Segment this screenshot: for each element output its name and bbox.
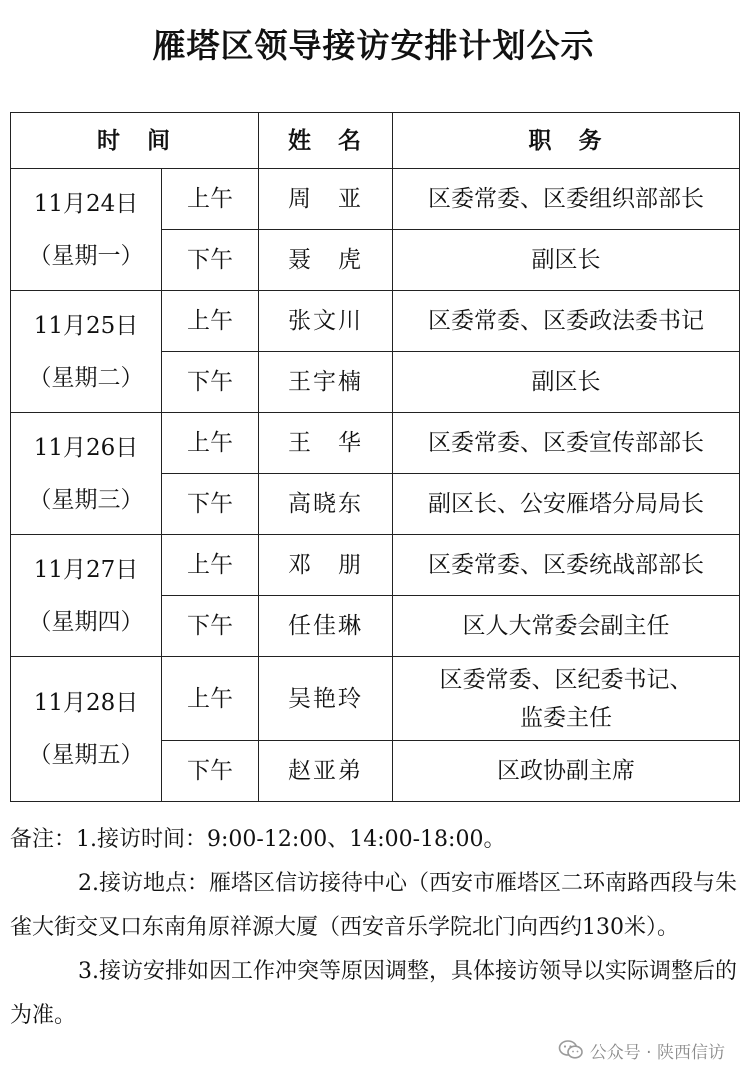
date-cell xyxy=(11,657,162,802)
watermark xyxy=(558,1036,725,1064)
date-label: 11月27日 xyxy=(33,556,139,583)
leader-name: 周 亚 xyxy=(259,169,393,230)
leader-position-line: 区委常委、区纪委书记、 xyxy=(439,666,693,693)
leader-position: 区委常委、区委组织部部长 xyxy=(393,169,740,230)
leader-position-line: 监委主任 xyxy=(520,704,612,731)
leader-name: 王宇楠 xyxy=(259,352,393,413)
date-label: 11月28日 xyxy=(33,690,139,716)
leader-position: 区委常委、区委统战部部长 xyxy=(393,535,740,596)
leader-position: 区政协副主席 xyxy=(393,741,740,802)
date-label: 11月24日 xyxy=(33,190,139,217)
note-time: 备注：1.接访时间：9:00-12:00、14:00-18:00。 xyxy=(10,827,506,852)
leader-name: 赵亚弟 xyxy=(259,741,393,802)
header-position: 职 务 xyxy=(393,113,740,169)
table-row xyxy=(11,413,740,474)
period-cell: 上午 xyxy=(162,413,259,474)
weekday-label: （星期二） xyxy=(28,364,144,391)
schedule-table xyxy=(10,112,740,802)
period-cell: 下午 xyxy=(162,474,259,535)
date-cell xyxy=(11,169,162,291)
leader-position: 副区长、公安雁塔分局局长 xyxy=(393,474,740,535)
period-cell: 上午 xyxy=(162,291,259,352)
notes-section xyxy=(10,818,742,1038)
note-adjustment: 3.接访安排如因工作冲突等原因调整，具体接访领导以实际调整后的为准。 xyxy=(10,959,737,1028)
table-row xyxy=(11,535,740,596)
leader-position: 区委常委、区委政法委书记 xyxy=(393,291,740,352)
leader-position: 副区长 xyxy=(393,230,740,291)
leader-position: 区委常委、区委宣传部部长 xyxy=(393,413,740,474)
leader-name: 聂 虎 xyxy=(259,230,393,291)
header-time: 时 间 xyxy=(11,113,259,169)
weekday-label: （星期五） xyxy=(28,742,144,768)
date-cell xyxy=(11,291,162,413)
date-cell xyxy=(11,413,162,535)
period-cell: 下午 xyxy=(162,741,259,802)
period-cell: 上午 xyxy=(162,535,259,596)
header-name: 姓 名 xyxy=(259,113,393,169)
period-cell: 上午 xyxy=(162,657,259,741)
weekday-label: （星期一） xyxy=(28,242,144,269)
date-label: 11月25日 xyxy=(33,312,139,339)
period-cell: 下午 xyxy=(162,352,259,413)
leader-name: 张文川 xyxy=(259,291,393,352)
table-header-row xyxy=(11,113,740,169)
note-location: 2.接访地点：雁塔区信访接待中心（西安市雁塔区二环南路西段与朱雀大街交叉口东南角原祥源大厦（西安音乐学院北门向西约130米）。 xyxy=(10,871,737,940)
watermark-text: 公众号 · 陕西信访 xyxy=(589,1042,725,1063)
page-title: 雁塔区领导接访安排计划公示 xyxy=(152,26,595,65)
date-cell xyxy=(11,535,162,657)
date-label: 11月26日 xyxy=(33,434,139,461)
weekday-label: （星期四） xyxy=(28,608,144,635)
table-row xyxy=(11,291,740,352)
leader-name: 邓 朋 xyxy=(259,535,393,596)
wechat-icon xyxy=(558,1039,584,1061)
leader-name: 王 华 xyxy=(259,413,393,474)
weekday-label: （星期三） xyxy=(28,486,144,513)
period-cell: 上午 xyxy=(162,169,259,230)
table-row xyxy=(11,657,740,741)
leader-position: 副区长 xyxy=(393,352,740,413)
leader-position xyxy=(393,657,740,741)
leader-position: 区人大常委会副主任 xyxy=(393,596,740,657)
table-row xyxy=(11,169,740,230)
period-cell: 下午 xyxy=(162,596,259,657)
leader-name: 吴艳玲 xyxy=(259,657,393,741)
leader-name: 任佳琳 xyxy=(259,596,393,657)
period-cell: 下午 xyxy=(162,230,259,291)
leader-name: 高晓东 xyxy=(259,474,393,535)
